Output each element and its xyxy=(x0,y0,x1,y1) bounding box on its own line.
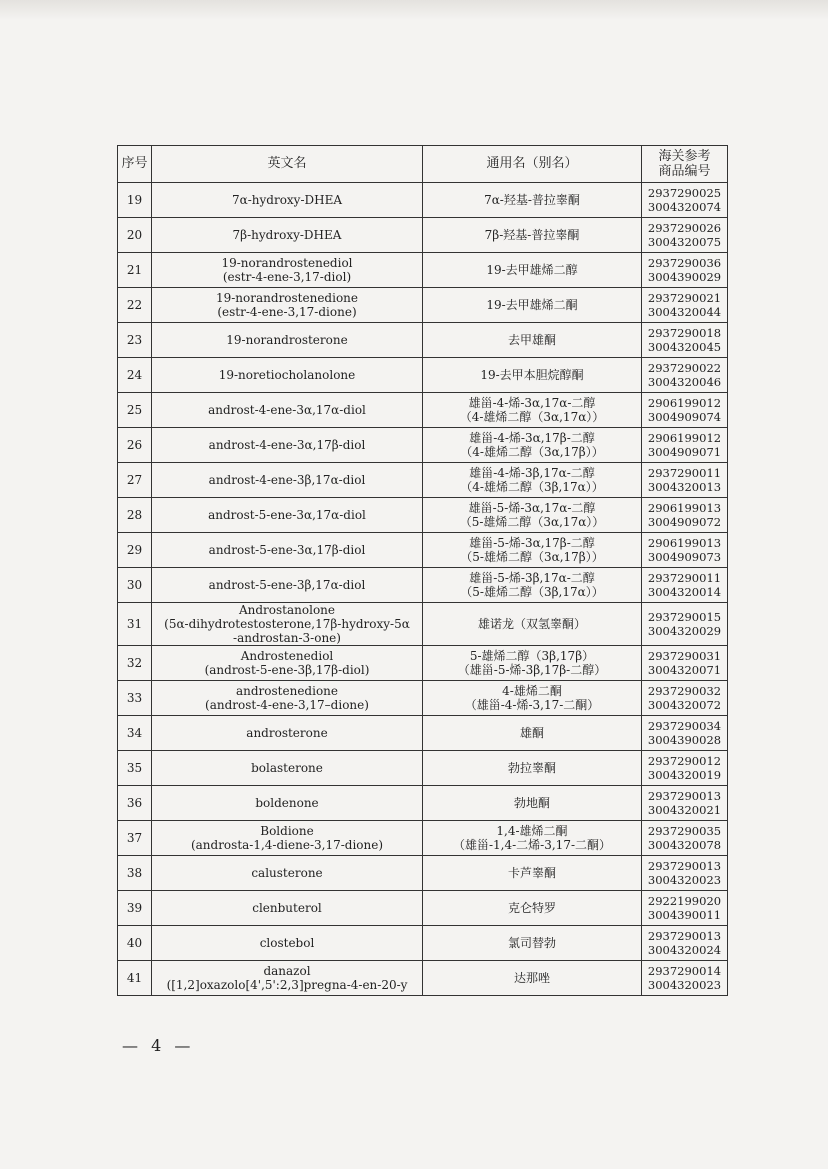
common-name xyxy=(423,288,642,323)
table-row xyxy=(118,358,728,393)
hs-code-line: 2937290026 xyxy=(647,221,722,235)
english-name xyxy=(152,323,423,358)
row-index: 32 xyxy=(118,646,152,681)
common-name xyxy=(423,393,642,428)
hs-code-line: 2937290032 xyxy=(647,684,722,698)
hs-code-line: 3004320023 xyxy=(647,978,722,992)
row-index: 36 xyxy=(118,786,152,821)
common-name-line: 雄甾-4-烯-3β,17α-二醇 xyxy=(469,466,595,480)
english-name xyxy=(152,498,423,533)
common-name-line: （5-雄烯二醇（3α,17β）） xyxy=(460,550,604,564)
english-name-line: ([1,2]oxazolo[4',5':2,3]pregna-4-en-20-y xyxy=(166,978,408,992)
row-index: 41 xyxy=(118,961,152,996)
english-name xyxy=(152,463,423,498)
row-index: 33 xyxy=(118,681,152,716)
table-row xyxy=(118,786,728,821)
row-index: 24 xyxy=(118,358,152,393)
hs-code-line: 3004320072 xyxy=(647,698,722,712)
common-name xyxy=(423,751,642,786)
hs-code xyxy=(642,891,728,926)
hs-code xyxy=(642,183,728,218)
table-row xyxy=(118,603,728,646)
english-name-line: danazol xyxy=(263,964,311,978)
table-row xyxy=(118,288,728,323)
hs-code-line: 2937290034 xyxy=(647,719,722,733)
english-name-line: 7β-hydroxy-DHEA xyxy=(232,228,342,242)
hs-code xyxy=(642,786,728,821)
hs-code-line: 3004320014 xyxy=(647,585,722,599)
row-index: 20 xyxy=(118,218,152,253)
english-name xyxy=(152,646,423,681)
english-name-line: bolasterone xyxy=(251,761,323,775)
english-name xyxy=(152,716,423,751)
hs-code-line: 3004320024 xyxy=(647,943,722,957)
english-name-line: calusterone xyxy=(251,866,323,880)
english-name-line: androst-4-ene-3β,17α-diol xyxy=(208,473,366,487)
hs-code-line: 3004320046 xyxy=(647,375,722,389)
common-name-line: 达那唑 xyxy=(513,971,550,985)
table-row xyxy=(118,751,728,786)
hs-code-line: 2906199012 xyxy=(647,431,722,445)
english-name-line: androst-4-ene-3α,17α-diol xyxy=(208,403,366,417)
hs-code xyxy=(642,218,728,253)
hs-code-line: 3004320013 xyxy=(647,480,722,494)
row-index: 22 xyxy=(118,288,152,323)
row-index: 21 xyxy=(118,253,152,288)
table-row xyxy=(118,568,728,603)
english-name xyxy=(152,603,423,646)
row-index: 34 xyxy=(118,716,152,751)
hs-code xyxy=(642,961,728,996)
common-name xyxy=(423,821,642,856)
hs-code xyxy=(642,463,728,498)
common-name xyxy=(423,568,642,603)
common-name xyxy=(423,961,642,996)
table-row xyxy=(118,183,728,218)
hs-code-line: 2937290013 xyxy=(647,789,722,803)
english-name xyxy=(152,183,423,218)
common-name xyxy=(423,786,642,821)
english-name xyxy=(152,358,423,393)
row-index: 31 xyxy=(118,603,152,646)
common-name-line: 雄甾-5-烯-3α,17β-二醇 xyxy=(469,536,595,550)
common-name-line: （4-雄烯二醇（3β,17α）） xyxy=(460,480,604,494)
row-index: 35 xyxy=(118,751,152,786)
common-name-line: 勃地酮 xyxy=(513,796,550,810)
row-index: 27 xyxy=(118,463,152,498)
english-name xyxy=(152,961,423,996)
english-name-line: androsterone xyxy=(246,726,328,740)
hs-code xyxy=(642,646,728,681)
row-index: 26 xyxy=(118,428,152,463)
hs-code-line: 2937290011 xyxy=(647,466,722,480)
common-name-line: （雄甾-4-烯-3,17-二酮） xyxy=(464,698,600,712)
common-name-line: （4-雄烯二醇（3α,17α）） xyxy=(459,410,605,424)
common-name xyxy=(423,603,642,646)
table-row xyxy=(118,218,728,253)
english-name-line: androst-5-ene-3α,17β-diol xyxy=(208,543,366,557)
common-name-line: 雄诺龙（双氢睾酮） xyxy=(477,617,586,631)
hs-code-line: 3004909074 xyxy=(647,410,722,424)
hs-code-line: 2937290014 xyxy=(647,964,722,978)
common-name xyxy=(423,463,642,498)
english-name-line: -androstan-3-one) xyxy=(233,631,341,645)
common-name xyxy=(423,498,642,533)
row-index: 37 xyxy=(118,821,152,856)
common-name-line: 卡芦睾酮 xyxy=(507,866,556,880)
hs-code xyxy=(642,856,728,891)
hs-code-line: 3004320078 xyxy=(647,838,722,852)
table-row xyxy=(118,393,728,428)
hs-code-line: 3004320044 xyxy=(647,305,722,319)
common-name-line: 克仑特罗 xyxy=(507,901,556,915)
hs-code xyxy=(642,821,728,856)
common-name-line: 氯司替勃 xyxy=(507,936,556,950)
hs-code-line: 2922199020 xyxy=(647,894,722,908)
hs-code xyxy=(642,603,728,646)
table-row xyxy=(118,428,728,463)
hs-code-line: 2937290021 xyxy=(647,291,722,305)
hs-code-line: 2937290013 xyxy=(647,929,722,943)
common-name xyxy=(423,358,642,393)
english-name-line: 19-norandrostenediol xyxy=(221,256,353,270)
hs-code-line: 3004320023 xyxy=(647,873,722,887)
hs-code xyxy=(642,751,728,786)
header-hs-line2: 商品编号 xyxy=(658,164,711,179)
hs-code-line: 3004320021 xyxy=(647,803,722,817)
english-name-line: (estr-4-ene-3,17-dione) xyxy=(217,305,357,319)
hs-code-line: 2937290013 xyxy=(647,859,722,873)
hs-code xyxy=(642,926,728,961)
row-index: 28 xyxy=(118,498,152,533)
hs-code-line: 2906199013 xyxy=(647,501,722,515)
common-name xyxy=(423,253,642,288)
english-name-line: androst-5-ene-3α,17α-diol xyxy=(208,508,366,522)
hs-code-line: 3004390028 xyxy=(647,733,722,747)
english-name-line: 7α-hydroxy-DHEA xyxy=(231,193,343,207)
english-name xyxy=(152,856,423,891)
row-index: 40 xyxy=(118,926,152,961)
english-name-line: (androsta-1,4-diene-3,17-dione) xyxy=(190,838,384,852)
english-name xyxy=(152,821,423,856)
english-name xyxy=(152,681,423,716)
common-name-line: 7α-羟基-普拉睾酮 xyxy=(484,193,580,207)
table-row xyxy=(118,463,728,498)
common-name xyxy=(423,428,642,463)
english-name xyxy=(152,786,423,821)
english-name xyxy=(152,751,423,786)
hs-code-line: 2937290022 xyxy=(647,361,722,375)
table-row xyxy=(118,323,728,358)
common-name-line: 勃拉睾酮 xyxy=(507,761,556,775)
common-name-line: 19-去甲雄烯二酮 xyxy=(486,298,578,312)
hs-code-line: 2937290025 xyxy=(647,186,722,200)
common-name-line: 雄甾-5-烯-3β,17α-二醇 xyxy=(469,571,595,585)
table-row xyxy=(118,533,728,568)
english-name xyxy=(152,926,423,961)
english-name xyxy=(152,568,423,603)
row-index: 39 xyxy=(118,891,152,926)
table-header-row xyxy=(118,146,728,183)
hs-code-line: 3004909073 xyxy=(647,550,722,564)
substance-table xyxy=(117,145,728,996)
english-name xyxy=(152,253,423,288)
table-row xyxy=(118,253,728,288)
table-row xyxy=(118,716,728,751)
table-row xyxy=(118,961,728,996)
common-name xyxy=(423,681,642,716)
common-name-line: 雄甾-5-烯-3α,17α-二醇 xyxy=(468,501,596,515)
table-row xyxy=(118,891,728,926)
english-name-line: 19-norandrostenedione xyxy=(215,291,359,305)
common-name xyxy=(423,716,642,751)
table-row xyxy=(118,646,728,681)
table-row xyxy=(118,821,728,856)
hs-code-line: 2937290036 xyxy=(647,256,722,270)
hs-code xyxy=(642,533,728,568)
common-name-line: 去甲雄酮 xyxy=(507,333,556,347)
english-name-line: boldenone xyxy=(255,796,319,810)
hs-code-line: 3004320029 xyxy=(647,624,722,638)
english-name xyxy=(152,393,423,428)
hs-code xyxy=(642,358,728,393)
hs-code-line: 2937290035 xyxy=(647,824,722,838)
hs-code-line: 3004909072 xyxy=(647,515,722,529)
english-name-line: androst-5-ene-3β,17α-diol xyxy=(208,578,366,592)
common-name xyxy=(423,926,642,961)
hs-code-line: 2906199012 xyxy=(647,396,722,410)
table-row xyxy=(118,681,728,716)
common-name xyxy=(423,856,642,891)
hs-code-line: 2937290018 xyxy=(647,326,722,340)
english-name-line: Boldione xyxy=(260,824,314,838)
hs-code-line: 2937290011 xyxy=(647,571,722,585)
common-name-line: （5-雄烯二醇（3α,17α）） xyxy=(459,515,605,529)
common-name xyxy=(423,183,642,218)
row-index: 23 xyxy=(118,323,152,358)
row-index: 30 xyxy=(118,568,152,603)
hs-code-line: 3004390011 xyxy=(647,908,722,922)
common-name xyxy=(423,891,642,926)
english-name-line: 19-norandrosterone xyxy=(226,333,348,347)
hs-code-line: 2906199013 xyxy=(647,536,722,550)
hs-code xyxy=(642,323,728,358)
hs-code-line: 3004390029 xyxy=(647,270,722,284)
hs-code xyxy=(642,288,728,323)
common-name-line: 19-去甲本胆烷醇酮 xyxy=(480,368,584,382)
english-name-line: (androst-5-ene-3β,17β-diol) xyxy=(204,663,370,677)
hs-code-line: 2937290015 xyxy=(647,610,722,624)
common-name-line: 19-去甲雄烯二醇 xyxy=(486,263,578,277)
hs-code-line: 3004320045 xyxy=(647,340,722,354)
common-name-line: 1,4-雄烯二酮 xyxy=(496,824,568,838)
common-name xyxy=(423,533,642,568)
english-name-line: androstenedione xyxy=(235,684,338,698)
english-name-line: Androstenediol xyxy=(240,649,334,663)
scan-edge xyxy=(0,0,828,20)
table-row xyxy=(118,498,728,533)
common-name-line: 雄酮 xyxy=(519,726,544,740)
row-index: 19 xyxy=(118,183,152,218)
common-name xyxy=(423,218,642,253)
hs-code-line: 3004909071 xyxy=(647,445,722,459)
row-index: 38 xyxy=(118,856,152,891)
english-name-line: Androstanolone xyxy=(238,603,336,617)
hs-code-line: 2937290031 xyxy=(647,649,722,663)
header-common-name: 通用名（别名） xyxy=(423,146,642,183)
hs-code-line: 3004320074 xyxy=(647,200,722,214)
common-name-line: 4-雄烯二酮 xyxy=(502,684,562,698)
table-row xyxy=(118,856,728,891)
english-name xyxy=(152,218,423,253)
hs-code xyxy=(642,393,728,428)
header-hs-code xyxy=(642,146,728,183)
common-name-line: 雄甾-4-烯-3α,17α-二醇 xyxy=(468,396,596,410)
english-name-line: androst-4-ene-3α,17β-diol xyxy=(208,438,366,452)
hs-code xyxy=(642,498,728,533)
common-name-line: （雄甾-5-烯-3β,17β-二醇） xyxy=(457,663,607,677)
hs-code xyxy=(642,253,728,288)
table-row xyxy=(118,926,728,961)
english-name-line: clenbuterol xyxy=(252,901,322,915)
english-name-line: clostebol xyxy=(259,936,315,950)
hs-code xyxy=(642,681,728,716)
english-name xyxy=(152,288,423,323)
english-name-line: 19-noretiocholanolone xyxy=(218,368,356,382)
english-name-line: (estr-4-ene-3,17-diol) xyxy=(222,270,352,284)
english-name-line: (androst-4-ene-3,17–dione) xyxy=(205,698,369,712)
hs-code xyxy=(642,568,728,603)
common-name xyxy=(423,646,642,681)
common-name-line: （5-雄烯二醇（3β,17α）） xyxy=(460,585,604,599)
page-number: — 4 — xyxy=(122,1036,195,1055)
hs-code xyxy=(642,428,728,463)
row-index: 29 xyxy=(118,533,152,568)
header-hs-line1: 海关参考 xyxy=(658,149,711,164)
hs-code-line: 3004320019 xyxy=(647,768,722,782)
hs-code xyxy=(642,716,728,751)
common-name-line: 5-雄烯二醇（3β,17β） xyxy=(469,649,595,663)
english-name-line: (5α-dihydrotestosterone,17β-hydroxy-5α xyxy=(164,617,410,631)
hs-code-line: 2937290012 xyxy=(647,754,722,768)
english-name xyxy=(152,891,423,926)
header-index: 序号 xyxy=(118,146,152,183)
common-name-line: 7β-羟基-普拉睾酮 xyxy=(484,228,580,242)
common-name-line: （4-雄烯二醇（3α,17β）） xyxy=(460,445,604,459)
common-name-line: 雄甾-4-烯-3α,17β-二醇 xyxy=(469,431,595,445)
hs-code-line: 3004320071 xyxy=(647,663,722,677)
row-index: 25 xyxy=(118,393,152,428)
common-name-line: （雄甾-1,4-二烯-3,17-二酮） xyxy=(452,838,612,852)
hs-code-line: 3004320075 xyxy=(647,235,722,249)
english-name xyxy=(152,428,423,463)
common-name xyxy=(423,323,642,358)
header-english-name: 英文名 xyxy=(152,146,423,183)
english-name xyxy=(152,533,423,568)
